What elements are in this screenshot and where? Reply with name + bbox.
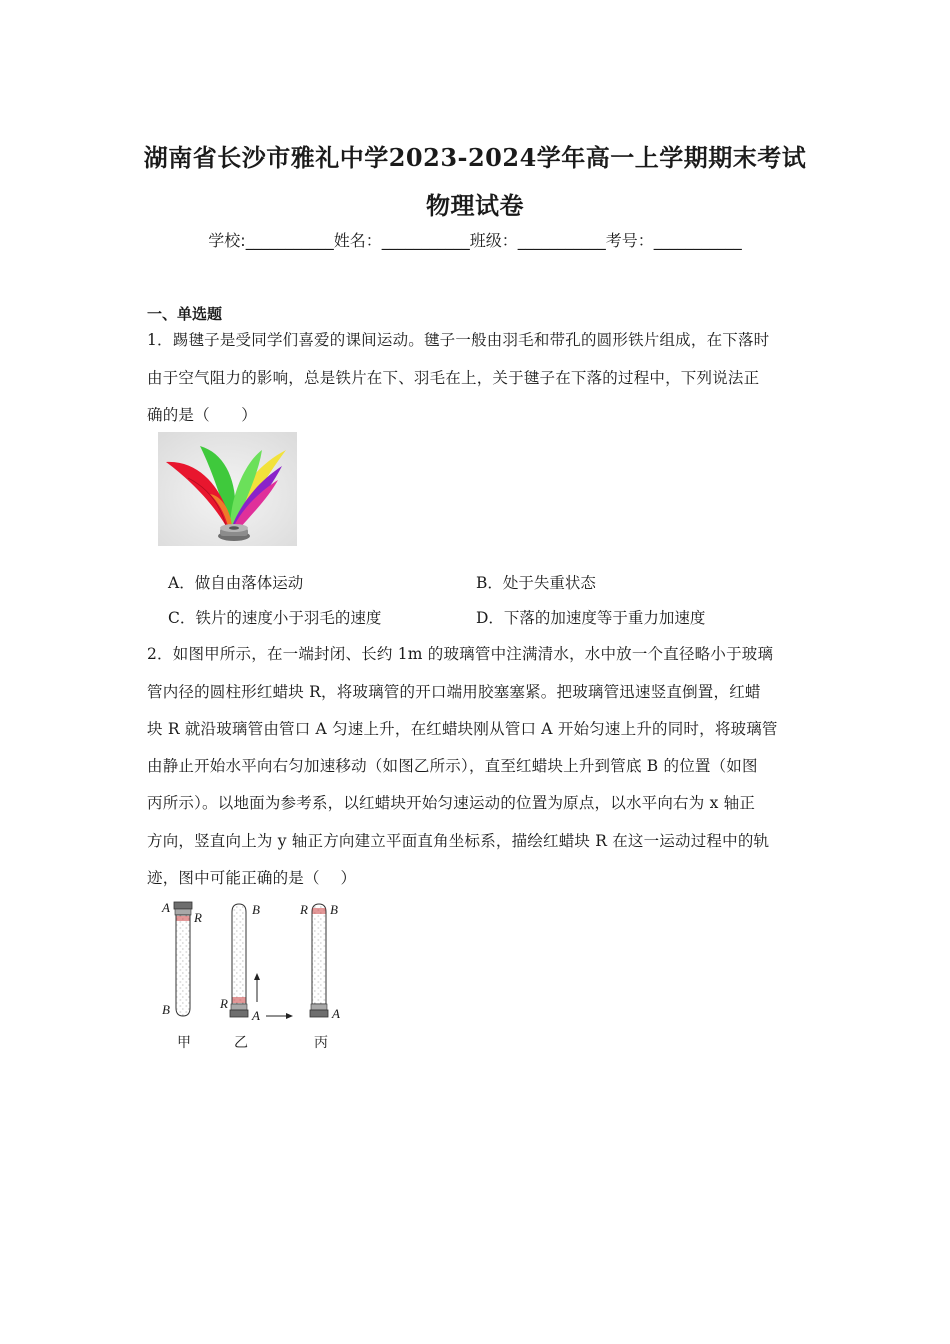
label-a-bing: A (332, 1006, 340, 1021)
exam-title-line1: 湖南省长沙市雅礼中学2023-2024学年高一上学期期末考试 (143, 143, 807, 172)
tube-bing (310, 904, 328, 1017)
q2-line-6: 方向，竖直向上为 y 轴正方向建立平面直角坐标系，描绘红蜡块 R 在这一运动过程中的轨 (147, 832, 770, 850)
label-r-yi: R (220, 996, 228, 1011)
caption-yi: 乙 (234, 1035, 248, 1051)
tube-yi (230, 904, 293, 1019)
q1-line-2: 由于空气阻力的影响，总是铁片在下、羽毛在上，关于毽子在下落的过程中，下列说法正 (147, 369, 760, 387)
q1-option-a: A．做自由落体运动 (168, 574, 304, 592)
label-a-yi: A (252, 1008, 260, 1023)
q2-line-3: 块 R 就沿玻璃管由管口 A 匀速上升，在红蜡块刚从管口 A 开始匀速上升的同时，将玻璃管 (147, 720, 778, 738)
label-b-jia: B (162, 1002, 170, 1017)
tube-jia (174, 902, 192, 1016)
q1-line-1: 1．踢毽子是受同学们喜爱的课间运动。毽子一般由羽毛和带孔的圆形铁片组成，在下落时 (147, 331, 770, 349)
q1-option-d: D．下落的加速度等于重力加速度 (476, 609, 706, 627)
q2-line-1: 2．如图甲所示，在一端封闭、长约 1m 的玻璃管中注满清水，水中放一个直径略小于玻璃 (147, 645, 774, 663)
label-r-jia: R (194, 910, 202, 925)
label-r-bing: R (300, 902, 308, 917)
label-a-jia: A (162, 900, 170, 915)
q2-line-5: 丙所示）。以地面为参考系，以红蜡块开始匀速运动的位置为原点，以水平向右为 x 轴正 (147, 794, 756, 812)
q2-line-4: 由静止开始水平向右匀加速移动（如图乙所示），直至红蜡块上升到管底 B 的位置（如图 (147, 757, 758, 775)
label-b-bing: B (330, 902, 338, 917)
student-info-line: 学校:___________姓名：___________班级：___________考号：___________ (208, 231, 742, 250)
q1-option-b: B．处于失重状态 (476, 574, 596, 592)
q2-line-2: 管内径的圆柱形红蜡块 R，将玻璃管的开口端用胶塞塞紧。把玻璃管迅速竖直倒置，红蜡 (147, 683, 761, 701)
section-title: 一、单选题 (147, 305, 223, 323)
shuttlecock-photo (158, 432, 297, 546)
glass-tube-figure (160, 896, 350, 1056)
q1-option-c: C．铁片的速度小于羽毛的速度 (168, 609, 382, 627)
label-b-yi: B (252, 902, 260, 917)
caption-bing: 丙 (314, 1035, 328, 1051)
q2-line-7: 迹，图中可能正确的是（ ） (147, 869, 357, 887)
q1-line-3: 确的是（ ） (147, 406, 257, 424)
caption-jia: 甲 (177, 1035, 191, 1051)
exam-title-line2: 物理试卷 (426, 191, 524, 220)
